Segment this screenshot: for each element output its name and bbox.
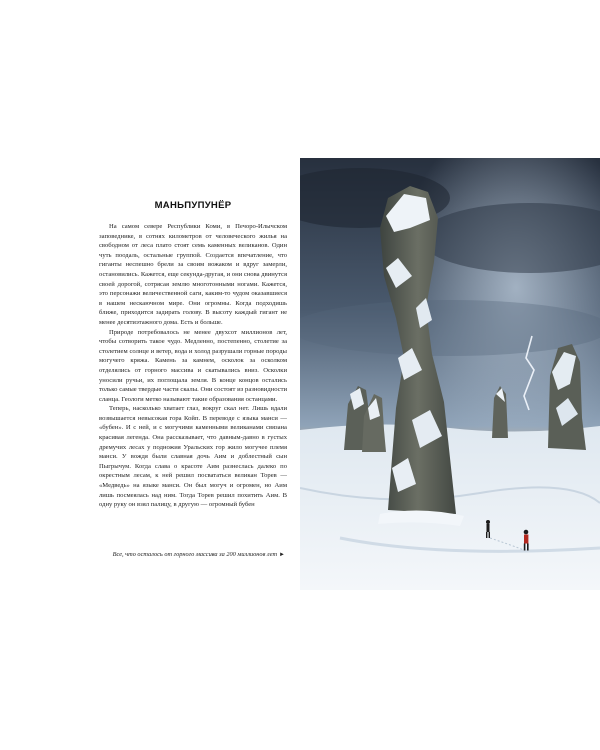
stone-pillars-photo [300,158,600,590]
chapter-title: МАНЬПУПУНЁР [154,200,232,211]
text-column [99,200,287,510]
photo-caption-text: Все, что осталось от горного массива за 200 миллионов лет [112,551,278,558]
photo-illustration [300,158,600,590]
paragraph-2: Природе потребовалось не менее двухсот миллионов лет, чтобы сотворить такое чудо. Медленно, постепенно, столетие за столетием солнце и ветер, вода и холод разрушали горные породы могучего кряжа. Камень за камнем, осколок за осколком отделялись от горного массива и скатывались вниз. Осколки уносили ручьи, их поглощала земля. В конце концов остались только самые твердые части скалы. Они состоят из разновидности сланца. Геологи метко называют такие образования останцами. [99,328,287,403]
photo-caption [99,551,285,558]
paragraph-3: Теперь, насколько хватает глаз, вокруг скал нет. Лишь вдали возвышается невысокая гора Койп. В переводе с языка манси — «бубен». И с ней, и с могучими каменными великанами связана красивая легенда. Она рассказывает, что давным-давно в густых дремучих лесах у подножия Уральских гор жило могучее племя манси. У вождя были славная дочь Аим и доблестный сын Пыгрычум. Когда слава о красоте Аим разнеслась далеко по окрестным лесам, к ней решил посвататься великан Торев — «Медведь» на языке манси. Он был могуч и огромен, но Аим лишь посмеялась над ним. Тогда Торев решил похитить Аим. В одну руку он взял палицу, в другую — огромный бубен [99,405,287,509]
caption-arrow-icon: ► [279,552,285,558]
paragraph-1: На самом севере Республики Коми, в Печоро-Илычском заповеднике, в сотнях километров от человеческого жилья на свободном от леса плато стоят семь каменных великанов. Один чуть поодаль, остальные группой. Создается впечатление, что гиганты неспешно брели за своим вожаком и вдруг замерли, остановились. Кажется, еще секунда-другая, и они снова двинутся своей дорогой, сотрясая землю многотонными ногами. Кажется, это персонажи величественной саги, каким-то чудом оказавшиеся в нашем нескаючном мире. Они огромны. Когда подходишь ближе, приходится задирать голову. В высоту каждый гигант не менее десятиэтажного дома. Есть и больше. [99,223,287,326]
